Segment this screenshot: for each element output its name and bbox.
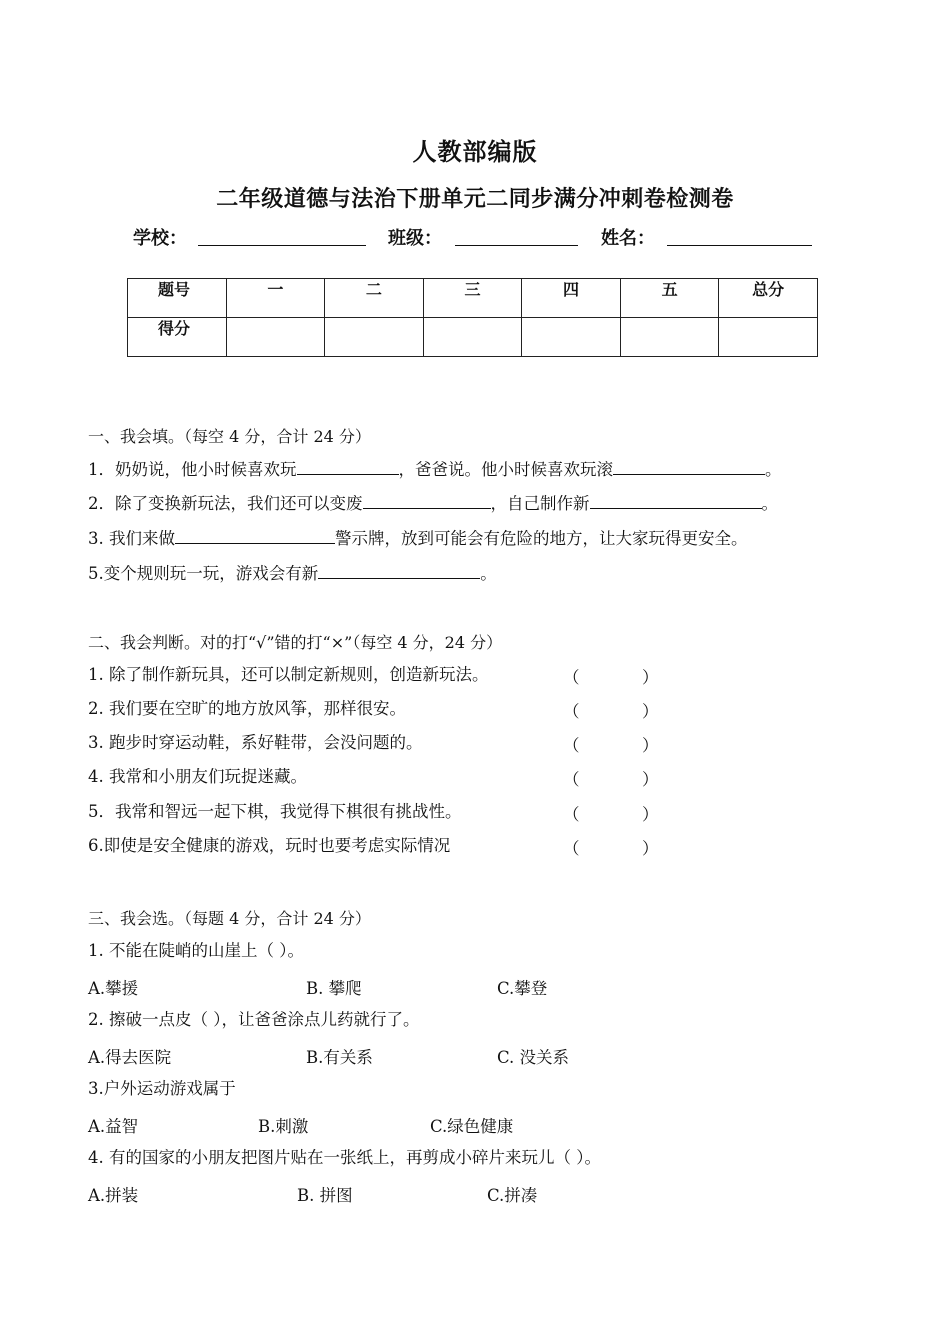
answer-blank[interactable] [175, 527, 335, 544]
judge-answer-box-4[interactable] [563, 766, 659, 790]
paren-close: ） [642, 736, 659, 755]
question-text: ，自己制作新 [490, 494, 590, 513]
judge-item-5: 5．我常和智远一起下棋，我觉得下棋很有挑战性。 [88, 802, 462, 821]
question-text: ，爸爸说。他小时候喜欢玩滚 [398, 460, 613, 479]
choice-question-4: 4. 有的国家的小朋友把图片贴在一张纸上，再剪成小碎片来玩儿（ ）。 [88, 1148, 601, 1167]
judge-answer-box-2[interactable] [563, 698, 659, 722]
question-text: 。 [761, 494, 778, 513]
judge-item-4: 4. 我常和小朋友们玩捉迷藏。 [88, 767, 307, 786]
question-text: 3. 我们来做 [88, 529, 175, 548]
choice-option[interactable]: B. 攀爬 [306, 979, 362, 998]
judge-item-1: 1. 除了制作新玩具，还可以制定新规则，创造新玩法。 [88, 665, 489, 684]
choice-option[interactable]: A.拼装 [88, 1186, 139, 1205]
school-label: 学校： [133, 228, 187, 249]
judge-answer-box-1[interactable] [563, 664, 659, 688]
answer-blank[interactable] [613, 458, 765, 475]
choice-option[interactable]: B. 拼图 [297, 1186, 353, 1205]
section1-question-2 [88, 492, 778, 515]
choice-option[interactable]: A.益智 [88, 1117, 139, 1136]
choice-option[interactable]: C.攀登 [497, 979, 548, 998]
score-input-cell[interactable] [423, 318, 522, 357]
judge-item-6: 6.即使是安全健康的游戏，玩时也要考虑实际情况 [88, 836, 451, 855]
question-text: 。 [480, 564, 497, 583]
judge-item-2: 2. 我们要在空旷的地方放风筝，那样很安。 [88, 699, 406, 718]
question-text: 。 [765, 460, 782, 479]
score-table-cell: 三 [423, 279, 522, 318]
score-row-label: 得分 [128, 318, 227, 357]
paren-close: ） [642, 805, 659, 824]
paren-open: （ [563, 736, 580, 755]
paren-open: （ [563, 668, 580, 687]
section1-question-3 [88, 527, 748, 550]
section1-question-5 [88, 562, 497, 585]
class-label: 班级： [388, 228, 442, 249]
question-text: 1．奶奶说，他小时候喜欢玩 [88, 460, 297, 479]
question-text: 2．除了变换新玩法，我们还可以变废 [88, 494, 363, 513]
section2-heading: 二、我会判断。对的打“√”错的打“×”（每空 4 分，24 分） [88, 633, 503, 652]
paren-open: （ [563, 702, 580, 721]
judge-answer-box-5[interactable] [563, 801, 659, 825]
paren-open: （ [563, 839, 580, 858]
score-input-cell[interactable] [226, 318, 325, 357]
question-text: 5.变个规则玩一玩，游戏会有新 [88, 564, 319, 583]
choice-option[interactable]: C.绿色健康 [430, 1117, 514, 1136]
score-table-score-row [128, 318, 818, 357]
score-table-cell: 五 [620, 279, 719, 318]
score-table-header-row [128, 279, 818, 318]
choice-question-2: 2. 擦破一点皮（ ），让爸爸涂点儿药就行了。 [88, 1010, 420, 1029]
score-table-cell: 题号 [128, 279, 227, 318]
section3-heading: 三、我会选。（每题 4 分，合计 24 分） [88, 909, 371, 928]
score-table-cell: 总分 [719, 279, 818, 318]
answer-blank[interactable] [297, 458, 399, 475]
score-table-cell: 四 [522, 279, 621, 318]
paren-close: ） [642, 839, 659, 858]
choice-option[interactable]: B.有关系 [306, 1048, 373, 1067]
exam-title: 二年级道德与法治下册单元二同步满分冲刺卷检测卷 [216, 187, 734, 212]
paren-open: （ [563, 770, 580, 789]
name-label: 姓名： [601, 228, 655, 249]
choice-option[interactable]: B.刺激 [258, 1117, 309, 1136]
judge-answer-box-3[interactable] [563, 732, 659, 756]
answer-blank[interactable] [318, 562, 480, 579]
answer-blank[interactable] [590, 492, 762, 509]
choice-option[interactable]: A.攀援 [88, 979, 139, 998]
score-input-cell[interactable] [719, 318, 818, 357]
choice-option[interactable]: C. 没关系 [497, 1048, 570, 1067]
section1-heading: 一、我会填。（每空 4 分，合计 24 分） [88, 427, 371, 446]
score-input-cell[interactable] [620, 318, 719, 357]
section1-question-1 [88, 458, 782, 481]
paren-close: ） [642, 770, 659, 789]
score-table-cell: 二 [325, 279, 424, 318]
paren-close: ） [642, 702, 659, 721]
class-field[interactable] [455, 245, 578, 246]
score-input-cell[interactable] [522, 318, 621, 357]
answer-blank[interactable] [363, 492, 491, 509]
choice-option[interactable]: A.得去医院 [88, 1048, 172, 1067]
choice-question-1: 1. 不能在陡峭的山崖上（ ）。 [88, 941, 304, 960]
score-input-cell[interactable] [325, 318, 424, 357]
school-field[interactable] [198, 245, 366, 246]
judge-item-3: 3. 跑步时穿运动鞋，系好鞋带，会没问题的。 [88, 733, 423, 752]
score-table-cell: 一 [226, 279, 325, 318]
paren-close: ） [642, 668, 659, 687]
question-text: 警示牌，放到可能会有危险的地方，让大家玩得更安全。 [335, 529, 748, 548]
paren-open: （ [563, 805, 580, 824]
choice-option[interactable]: C.拼凑 [487, 1186, 538, 1205]
choice-question-3: 3.户外运动游戏属于 [88, 1079, 236, 1098]
judge-answer-box-6[interactable] [563, 835, 659, 859]
score-table [127, 278, 818, 357]
exam-publisher-title: 人教部编版 [412, 138, 538, 166]
name-field[interactable] [667, 245, 812, 246]
